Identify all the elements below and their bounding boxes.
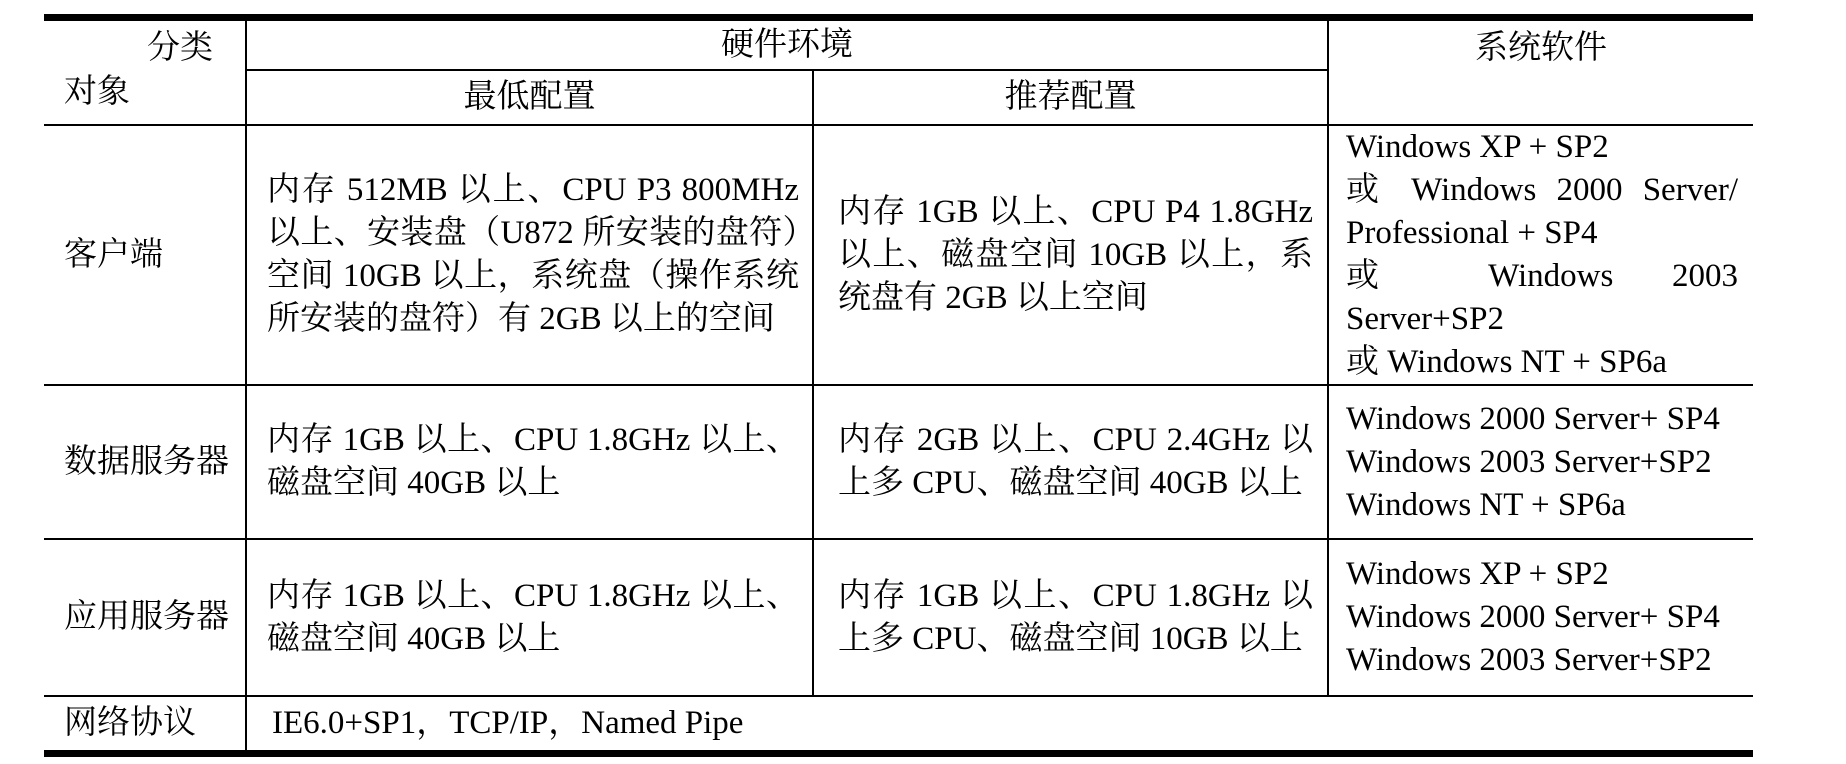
row-category-network-protocol: 网络协议 bbox=[44, 696, 246, 754]
software-line: Windows XP + SP2 bbox=[1346, 129, 1609, 165]
hardware-requirements-table bbox=[44, 14, 1753, 757]
corner-header-inner bbox=[44, 21, 245, 122]
client-min-config-text: 内存 512MB 以上、CPU P3 800MHz 以上、安装盘（U872 所安装的盘符）空间 10GB 以上，系统盘（操作系统所安装的盘符）有 2GB 以上的空间 bbox=[267, 172, 799, 337]
client-system-software-cell bbox=[1328, 125, 1753, 385]
software-line: 或 Windows 2000 Server/ Professional + SP4 bbox=[1346, 172, 1738, 251]
corner-header-cell bbox=[44, 18, 246, 126]
data-server-recommended-config-text: 内存 2GB 以上、CPU 2.4GHz 以上多 CPU、磁盘空间 40GB 以上 bbox=[838, 422, 1313, 501]
header-minimum-config: 最低配置 bbox=[246, 70, 813, 125]
data-server-system-software-cell bbox=[1328, 385, 1753, 539]
software-line: Windows 2000 Server+ SP4 bbox=[1346, 599, 1720, 635]
app-server-system-software-cell bbox=[1328, 539, 1753, 696]
app-server-min-config-cell bbox=[246, 539, 813, 696]
header-row-1 bbox=[44, 18, 1753, 71]
row-category-client: 客户端 bbox=[44, 125, 246, 385]
client-recommended-config-cell bbox=[813, 125, 1328, 385]
row-category-app-server: 应用服务器 bbox=[44, 539, 246, 696]
table-row-app-server bbox=[44, 539, 1753, 696]
row-category-data-server: 数据服务器 bbox=[44, 385, 246, 539]
app-server-min-config-text: 内存 1GB 以上、CPU 1.8GHz 以上、磁盘空间 40GB 以上 bbox=[267, 577, 799, 657]
table-row-client bbox=[44, 125, 1753, 385]
app-server-recommended-config-cell bbox=[813, 539, 1328, 696]
data-server-min-config-cell bbox=[246, 385, 813, 539]
software-line: Windows XP + SP2 bbox=[1346, 556, 1609, 592]
client-min-config-cell bbox=[246, 125, 813, 385]
corner-label-category: 分类 bbox=[147, 30, 213, 66]
data-server-min-config-text: 内存 1GB 以上、CPU 1.8GHz 以上、磁盘空间 40GB 以上 bbox=[267, 422, 799, 501]
software-line: Windows 2000 Server+ SP4 bbox=[1346, 400, 1720, 437]
client-recommended-config-text: 内存 1GB 以上、CPU P4 1.8GHz 以上、磁盘空间 10GB 以上，系统盘有 2GB 以上空间 bbox=[838, 193, 1313, 316]
software-line: Windows NT + SP6a bbox=[1346, 486, 1626, 523]
corner-label-object: 对象 bbox=[64, 74, 130, 110]
table-row-data-server bbox=[44, 385, 1753, 539]
data-server-recommended-config-cell bbox=[813, 385, 1328, 539]
header-system-software: 系统软件 bbox=[1328, 18, 1753, 126]
software-line: Windows 2003 Server+SP2 bbox=[1346, 443, 1712, 480]
table-row-network-protocol bbox=[44, 696, 1753, 754]
software-line: Windows 2003 Server+SP2 bbox=[1346, 642, 1712, 678]
app-server-recommended-config-text: 内存 1GB 以上、CPU 1.8GHz 以上多 CPU、磁盘空间 10GB 以上 bbox=[838, 577, 1313, 657]
software-line: 或 Windows NT + SP6a bbox=[1346, 344, 1668, 380]
network-protocol-value: IE6.0+SP1，TCP/IP，Named Pipe bbox=[272, 705, 744, 741]
header-recommended-config: 推荐配置 bbox=[813, 70, 1328, 125]
software-line: 或 Windows 2003 Server+SP2 bbox=[1346, 258, 1738, 337]
header-hardware-environment: 硬件环境 bbox=[246, 18, 1328, 71]
